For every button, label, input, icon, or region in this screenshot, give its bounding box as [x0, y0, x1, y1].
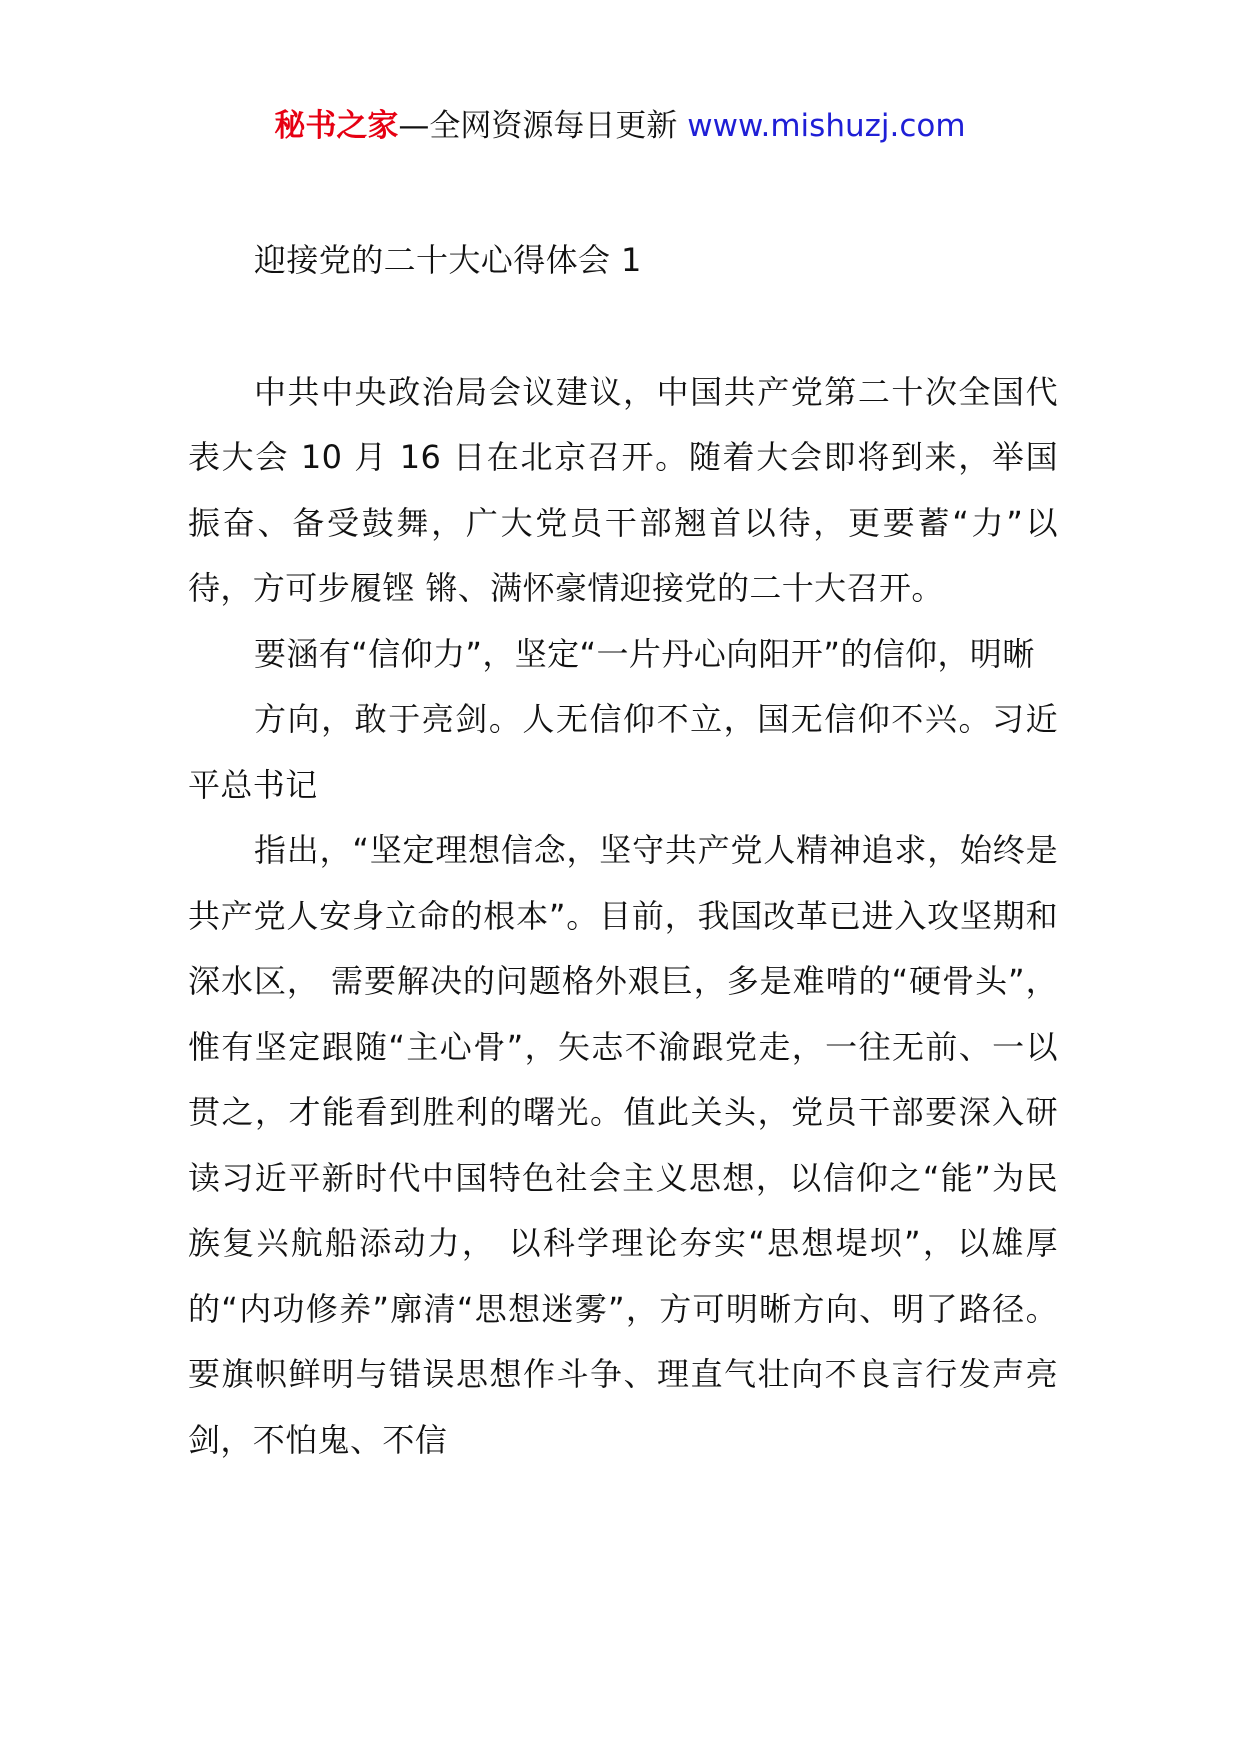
paragraph: 指出，“坚定理想信念，坚守共产党人精神追求，始终是共产党人安身立命的根本”。目前，我国改革已进入攻坚期和深水区， 需要解决的问题格外艰巨，多是难啃的“硬骨头”，惟有坚定跟随“主心骨”，矢志不渝跟党走，一往无前、一以贯之，才能看到胜利的曙光。值此关头，党员干部要深入研读习近平新时代中国特色社会主义思想，以信仰之“能”为民族复兴航船添动力， 以科学理论夯实“思想堤坝”，以雄厚的“内功修养”廓清“思想迷雾”，方可明晰方向、明了路径。要旗帜鲜明与错误思想作斗争、理直气壮向不良言行发声亮剑，不怕鬼、不信 — [188, 831, 1058, 1459]
document-title: 迎接党的二十大心得体会 1 — [254, 241, 642, 279]
site-header — [0, 104, 1240, 148]
site-tagline: —全网资源每日更新 — [398, 108, 678, 144]
paragraph: 要涵有“信仰力”，坚定“一片丹心向阳开”的信仰，明晰 — [254, 634, 1035, 673]
site-url-link[interactable]: www.mishuzj.com — [687, 108, 966, 144]
paragraph: 中共中央政治局会议建议，中国共产党第二十次全国代表大会 10 月 16 日在北京召开。随着大会即将到来，举国振奋、备受鼓舞，广大党员干部翘首以待，更要蓄“力”以待，方可步履铿 锵、满怀豪情迎接党的二十大召开。 — [188, 372, 1058, 607]
site-brand: 秘书之家 — [274, 108, 399, 144]
paragraph: 方向，敢于亮剑。人无信仰不立，国无信仰不兴。习近平总书记 — [188, 700, 1058, 804]
document-body — [188, 228, 1058, 1473]
